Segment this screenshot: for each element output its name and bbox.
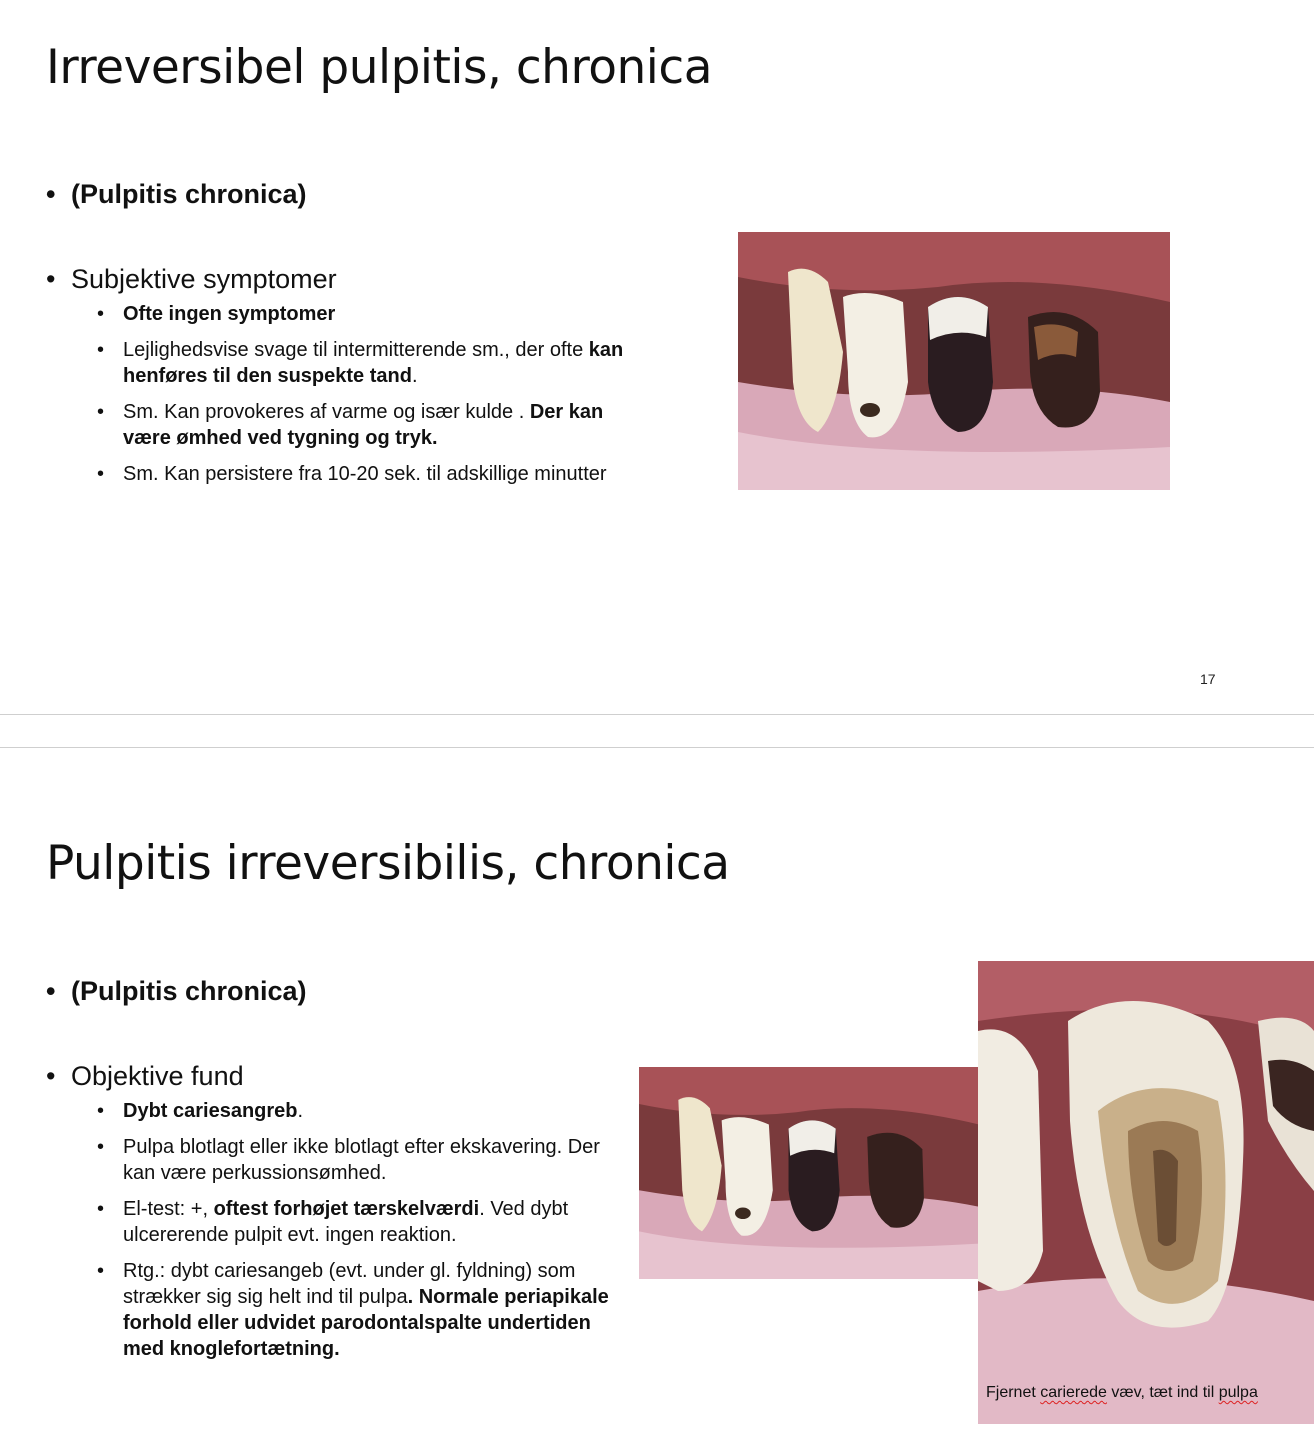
bold-text: Der kan være ømhed ved tygning og tryk.: [123, 401, 604, 449]
bold-text: Ofte ingen symptomer: [123, 303, 336, 325]
text: Rtg.: dybt cariesangeb (evt. under gl. fyldning) som strækker sig sig helt ind til pulpa: [123, 1260, 576, 1308]
slide-18: [0, 748, 1314, 1444]
bullet-objective-findings: [46, 1060, 626, 1362]
text: .: [297, 1100, 304, 1122]
bullet-pulpitis-chronica: • (Pulpitis chronica): [46, 975, 626, 1007]
text: Lejlighedsvise svage til intermitterende sm., der ofte: [123, 339, 589, 361]
bold-text: kan henføres til den suspekte tand: [123, 339, 624, 387]
page-number: 17: [1200, 671, 1216, 687]
bullet-heading: Subjektive symptomer: [71, 264, 337, 294]
text: Sm. Kan persistere fra 10-20 sek. til adskillige minutter: [123, 463, 607, 485]
bullet-list-symptoms: [46, 263, 626, 497]
caption-text: væv, tæt ind til: [1106, 1384, 1219, 1401]
bold-text: oftest forhøjet tærskelværdi: [213, 1198, 480, 1220]
text: . Ved dybt ulcererende pulpit evt. ingen reaktion.: [123, 1198, 569, 1246]
bullet-list: [46, 178, 626, 210]
caption-text: Fjernet: [986, 1384, 1041, 1401]
bullet-list: [46, 975, 626, 1007]
text: .: [411, 365, 418, 387]
bold-text: . Normale periapikale forhold eller udvidet parodontalspalte undertiden med knoglefortætning.: [123, 1286, 609, 1360]
slide-title: Pulpitis irreversibilis, chronica: [46, 836, 730, 891]
bullet-subjective-symptoms: [46, 263, 626, 487]
sub-bullet: [123, 1258, 626, 1362]
slide-divider: [0, 714, 1314, 715]
photo-caption: [978, 1384, 1314, 1402]
slide-title: Irreversibel pulpitis, chronica: [46, 40, 712, 95]
bullet-pulpitis-chronica: • (Pulpitis chronica): [46, 178, 626, 210]
caption-spellcheck-word: carierede: [1040, 1384, 1107, 1401]
bold-text: Dybt cariesangreb: [123, 1100, 298, 1122]
sub-bullet: [123, 399, 626, 451]
teeth-photo-illustration: [639, 1067, 979, 1279]
sub-bullet-list: [71, 301, 626, 487]
excavated-tooth-illustration: [978, 961, 1314, 1424]
caption-spellcheck-word: pulpa: [1218, 1384, 1258, 1401]
bullet-list-findings: [46, 1060, 626, 1372]
text: El-test: +,: [123, 1198, 214, 1220]
sub-bullet: [123, 1134, 626, 1186]
sub-bullet: [123, 461, 626, 487]
sub-bullet: [123, 337, 626, 389]
sub-bullet: [123, 1098, 626, 1124]
text: Pulpa blotlagt eller ikke blotlagt efter ekskavering. Der kan være perkussionsømhed.: [123, 1136, 600, 1184]
slide-17: [0, 0, 1314, 714]
teeth-photo-illustration: [738, 232, 1170, 490]
excavated-tooth-photo: [978, 961, 1314, 1424]
bullet-heading: Objektive fund: [71, 1061, 244, 1091]
text: Sm. Kan provokeres af varme og især kulde .: [123, 401, 530, 423]
sub-bullet-list: [71, 1098, 626, 1362]
teeth-photo: [639, 1067, 979, 1279]
sub-bullet: [123, 301, 626, 327]
teeth-photo: [738, 232, 1170, 490]
sub-bullet: [123, 1196, 626, 1248]
